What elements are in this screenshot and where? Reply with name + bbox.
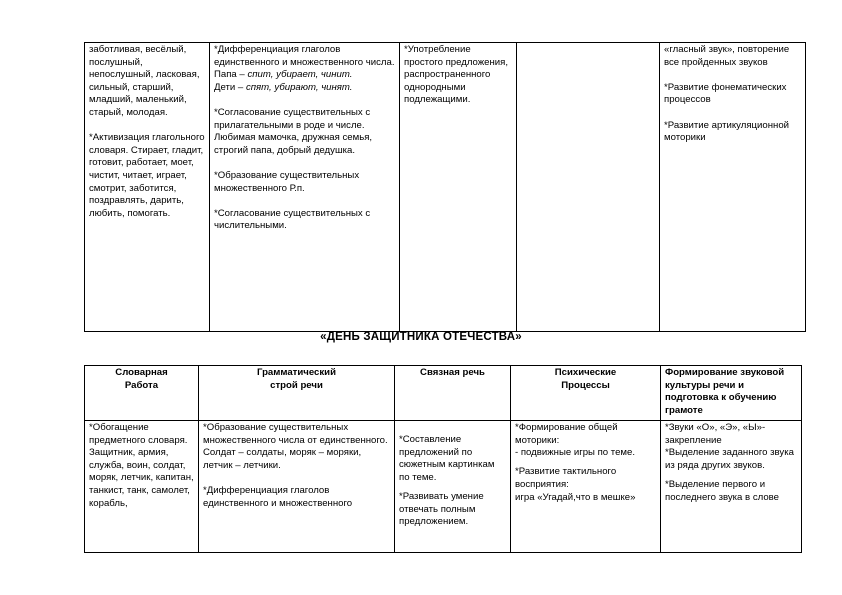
sound-culture-cell — [661, 421, 802, 553]
grammar-cell — [210, 43, 400, 332]
paragraph: *Дифференциация глаголов единственного и множественного — [203, 484, 353, 509]
grammar-cell — [199, 421, 395, 553]
paragraph: *Развитие артикуляционной моторики — [664, 119, 792, 144]
connected-speech-cell — [400, 43, 517, 332]
mental-processes-cell — [517, 43, 660, 332]
section-title: «ДЕНЬ ЗАЩИТНИКА ОТЕЧЕСТВА» — [320, 331, 522, 343]
paragraph: *Развитие тактильного восприятия: игра «Угадай,что в мешке» — [515, 466, 636, 503]
header-text: Грамматический строй речи — [257, 367, 336, 391]
header-sound-culture — [661, 366, 802, 421]
paragraph: *Выделение первого и последнего звука в слове — [665, 478, 779, 503]
paragraph: *Употребление простого предложения, распространенного однородными подлежащими. — [404, 44, 511, 106]
header-text: Связная речь — [420, 367, 485, 378]
header-vocabulary — [85, 366, 199, 421]
header-grammar — [199, 366, 395, 421]
text: Дети – — [214, 81, 246, 93]
paragraph: *Согласование существительных с числительными. — [214, 207, 373, 232]
paragraph — [214, 44, 395, 94]
mental-processes-cell — [511, 421, 661, 553]
header-text: Психические Процессы — [554, 367, 617, 391]
paragraph: *Образование существительных множественного числа от единственного. Солдат – солдаты, моряк – моряки, летчик – летчики. — [203, 422, 388, 471]
paragraph: *Согласование существительных с прилагательными в роде и числе. Любимая мамочка, дружная семья, строгий папа, добрый дедушка. — [214, 106, 373, 156]
header-connected-speech — [395, 366, 511, 421]
lesson-plan-table-bottom — [84, 365, 802, 553]
text: спит, убирает, чинит. — [247, 69, 353, 81]
header-text: Формирование звуковой культуры речи и подготовка к обучению грамоте — [665, 367, 787, 416]
paragraph: *Образование существительных множественного Р.п. — [214, 169, 362, 194]
paragraph: *Развитие фонематических процессов — [664, 81, 790, 106]
paragraph: *Обогащение предметного словаря. Защитник, армия, служба, воин, солдат, моряк, летчик, капитан, танкист, танк, самолет, корабль, — [89, 422, 194, 509]
paragraph: *Развивать умение отвечать полным предложением. — [399, 490, 487, 528]
vocabulary-cell — [85, 43, 210, 332]
connected-speech-cell — [395, 421, 511, 553]
vocabulary-cell — [85, 421, 199, 553]
header-text: Словарная Работа — [115, 367, 168, 391]
paragraph: *Звуки «О», «Э», «Ы»- закрепление *Выделение заданного звука из ряда других звуков. — [665, 422, 794, 471]
text: *Дифференциация глаголов единственного и множественного числа. — [214, 44, 395, 68]
paragraph: *Составление предложений по сюжетным картинкам по теме. — [399, 434, 498, 483]
paragraph: заботливая, весёлый, послушный, непослушный, ласковая, сильный, старший, младший, маленький, старый, молодая. — [89, 44, 203, 118]
paragraph: *Активизация глагольного словаря. Стирает, гладит, готовит, работает, моет, чистит, читает, играет, смотрит, заботится, поздравлять, дарить, любить, помогать. — [89, 132, 208, 219]
sound-culture-cell — [660, 43, 806, 332]
text: Папа – — [214, 69, 248, 81]
paragraph: *Формирование общей моторики: - подвижные игры по теме. — [515, 422, 636, 459]
lesson-plan-table-top — [84, 42, 806, 332]
text: спят, убирают, чинят. — [245, 81, 353, 93]
header-mental-processes — [511, 366, 661, 421]
paragraph: «гласный звук», повторение все пройденных звуков — [664, 44, 792, 68]
